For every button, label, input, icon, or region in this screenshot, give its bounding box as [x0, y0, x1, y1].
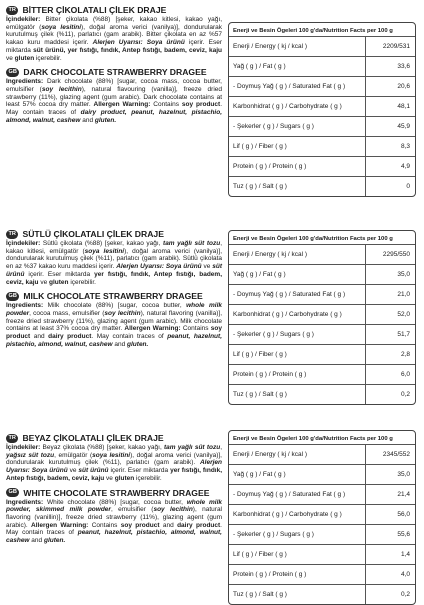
text-run: gluten	[14, 54, 35, 62]
nutrient-label: Protein ( g ) / Protein ( g )	[233, 163, 307, 170]
nutrient-label: Yağ ( g ) / Fat ( g )	[233, 63, 286, 70]
tr-heading	[6, 4, 222, 16]
text-run: soy lecithin	[153, 506, 193, 514]
nutrition-row	[229, 504, 415, 524]
tr-flag-badge: TR	[6, 434, 18, 443]
gb-ingredients-text	[6, 499, 222, 545]
nutrient-value: 4,9	[365, 157, 415, 176]
nutrient-value: 20,6	[365, 77, 415, 96]
text-run: ), doğal aroma verici (vanilya)], dondurularak kurutulmuş çilek (%11), parlatıcı (gam arabik). Bitter çikolata en az %57 kakao kuru maddesi içerir.	[6, 23, 222, 47]
text-run: İçindekiler:	[6, 444, 41, 451]
text-run: Allergen Warning:	[124, 325, 181, 333]
text-run: soy product	[6, 325, 222, 341]
nutrient-label: Karbonhidrat ( g ) / Carbohydrate ( g )	[233, 311, 342, 318]
nutrition-row	[229, 444, 415, 464]
nutrition-row	[229, 156, 415, 176]
nutrient-label: - Doymuş Yağ ( g ) / Saturated Fat ( g )	[233, 491, 346, 498]
gb-heading	[6, 487, 222, 499]
text-run: Ingredients:	[6, 498, 44, 506]
nutrient-value: 2345/552	[365, 445, 415, 464]
text-run: Allergen Warning:	[31, 521, 89, 529]
text-run: gluten.	[127, 340, 149, 348]
text-run: Contains	[180, 325, 211, 333]
nutrient-value: 21,0	[365, 285, 415, 304]
nutrient-value: 21,4	[365, 485, 415, 504]
nutrient-label: Enerji / Energy ( kj / kcal )	[233, 451, 308, 458]
text-run: yağsız süt tozu	[6, 451, 55, 459]
nutrition-row	[229, 384, 415, 404]
nutrition-row	[229, 116, 415, 136]
gb-ingredients-text	[6, 302, 222, 348]
nutrient-value: 45,9	[365, 117, 415, 136]
gb-flag-badge: GB	[6, 488, 19, 497]
text-run: . May contain traces of	[91, 333, 168, 341]
gb-ingredients-text	[6, 78, 222, 124]
nutrient-value: 55,6	[365, 525, 415, 544]
nutrition-table-header: Enerji ve Besin Ögeleri 100 g'da/Nutrition Facts per 100 g	[233, 236, 393, 242]
nutrient-value: 0	[365, 177, 415, 196]
nutrient-value: 8,3	[365, 137, 415, 156]
text-run: soya lesitini	[84, 247, 125, 255]
text-run: soy product	[120, 521, 160, 529]
text-run: Allergen Warning:	[93, 101, 151, 109]
text-run: Dark chocolate (88%) [sugar, cocoa mass, cocoa butter, emulsifier (	[6, 78, 222, 93]
nutrition-row	[229, 584, 415, 604]
tr-ingredients-text	[6, 240, 222, 286]
text-run: , cocoa mass, emulsifier (	[29, 309, 105, 317]
nutrient-value: 52,0	[365, 305, 415, 324]
nutrition-row	[229, 544, 415, 564]
text-run: and	[159, 521, 178, 529]
text-run: içerebilir.	[34, 54, 62, 62]
nutrient-label: Lif ( g ) / Fiber ( g )	[233, 551, 287, 558]
text-run: , kakao kitlesi, emülgatör (	[6, 240, 222, 255]
text-run: White chocolate (88%) [sugar, cocoa butter,	[43, 498, 187, 506]
text-run: gluten.	[43, 537, 66, 545]
nutrient-value: 33,6	[365, 57, 415, 76]
nutrition-row	[229, 96, 415, 116]
text-run: içerebilir.	[68, 278, 96, 286]
text-run: Sütlü çikolata (%88) [şeker, kakao yağı,	[40, 240, 164, 247]
text-run: Alerjen Uyarısı: Soya ürünü	[92, 39, 185, 47]
nutrition-table-header: Enerji ve Besin Ögeleri 100 g'da/Nutrition Facts per 100 g	[233, 436, 393, 442]
nutrient-label: - Doymuş Yağ ( g ) / Saturated Fat ( g )	[233, 291, 346, 298]
text-run: and	[29, 537, 44, 545]
tr-ingredients-text	[6, 444, 222, 483]
nutrient-label: Protein ( g ) / Protein ( g )	[233, 571, 307, 578]
text-run: and	[80, 116, 95, 124]
product-section-white	[0, 432, 424, 600]
nutrient-value: 0,2	[365, 385, 415, 404]
text-run: , emülgatör (	[54, 451, 93, 459]
nutrient-value: 4,0	[365, 565, 415, 584]
nutrient-value: 2209/531	[365, 37, 415, 56]
text-run: Contains	[88, 521, 121, 529]
nutrition-row	[229, 464, 415, 484]
text-run: ), doğal aroma verici (vanilya)], dondurularak kurutulmuş çilek (%11), parlatıcı (gam arabik). Sütlü çikolata en az %37 kakao kuru maddesi içerir.	[6, 247, 222, 271]
text-run: içerir. Eser miktarda	[6, 39, 223, 54]
nutrient-value: 2295/550	[365, 245, 415, 264]
nutrition-table	[228, 22, 416, 197]
text-run: ve	[201, 263, 213, 271]
text-run: Ingredients:	[6, 78, 44, 86]
text-run: Alerjen Uyarısı: Soya ürünü	[116, 263, 202, 271]
nutrition-row	[229, 324, 415, 344]
text-run: Ingredients:	[6, 302, 44, 310]
nutrition-row	[229, 36, 415, 56]
text-run: gluten	[114, 474, 135, 482]
text-run: İçindekiler:	[6, 240, 41, 247]
text-run: tam yağlı süt tozu	[163, 240, 221, 247]
nutrition-row	[229, 284, 415, 304]
tr-product-title: SÜTLÜ ÇİKOLATALI ÇİLEK DRAJE	[22, 229, 164, 239]
nutrient-label: Lif ( g ) / Fiber ( g )	[233, 351, 287, 358]
text-run: içerir. Eser miktarda	[108, 467, 171, 475]
text-run: içerir. Eser miktarda	[24, 270, 95, 278]
nutrition-table	[228, 230, 416, 405]
text-run: , emulsifier (	[110, 506, 154, 514]
text-run: ve	[67, 467, 79, 475]
text-run: peanut, hazelnut, pistachio, almond, walnut, cashew	[6, 529, 222, 545]
text-run: süt ürünü	[78, 467, 109, 475]
nutrient-value: 35,0	[365, 465, 415, 484]
text-run: Bitter çikolata (%88) [şeker, kakao kitlesi, kakao yağı, emülgatör (	[6, 16, 222, 31]
text-run: ), natural flavoring (vanillin)], freeze dried strawberry (11%), glazing agent (gum arabic).	[6, 506, 223, 529]
text-run: süt ürünü	[6, 263, 222, 278]
text-run: dairy product	[177, 521, 221, 529]
text-run: süt ürünü, yer fıstığı, fındık, Antep fıstığı, badem, ceviz, kaju	[33, 46, 222, 54]
nutrient-label: - Şekerler ( g ) / Sugars ( g )	[233, 331, 314, 338]
nutrition-row	[229, 484, 415, 504]
text-run: ), natural flavoring (vanilla)], freeze dried strawberry (11%), glazing agent (gum arabic). Milk chocolate contains at least 37% cocoa dry matter.	[6, 309, 223, 333]
nutrient-label: Enerji / Energy ( kj / kcal )	[233, 251, 308, 258]
text-run: yer fıstığı, fındık, Antep fıstığı, badem, ceviz, kaju	[6, 270, 222, 286]
text-run: peanut, hazelnut, pistachio, almond, walnut, cashew	[6, 333, 222, 348]
tr-product-title: BİTTER ÇİKOLATALI ÇİLEK DRAJE	[22, 5, 167, 15]
nutrition-row	[229, 344, 415, 364]
gb-product-title: WHITE CHOCOLATE STRAWBERRY DRAGEE	[23, 487, 210, 498]
nutrient-label: Tuz ( g ) / Salt ( g )	[233, 591, 287, 598]
nutrient-label: Protein ( g ) / Protein ( g )	[233, 371, 307, 378]
nutrient-value: 0,2	[365, 585, 415, 604]
nutrient-value: 35,0	[365, 265, 415, 284]
nutrient-value: 51,7	[365, 325, 415, 344]
text-run: Beyaz çikolata (%88) [şeker, kakao yağı,	[40, 444, 164, 451]
nutrient-value: 2,8	[365, 345, 415, 364]
text-run: . May contain traces of	[6, 521, 222, 537]
nutrition-row	[229, 76, 415, 96]
text-run: İçindekiler:	[6, 16, 41, 23]
text-run: ), doğal aroma verici (vanilya)], dondurularak kurutulmuş çilek (%11), parlatıcı (gam arabik).	[6, 451, 222, 467]
nutrition-row	[229, 136, 415, 156]
nutrient-label: Yağ ( g ) / Fat ( g )	[233, 271, 286, 278]
nutrient-label: - Şekerler ( g ) / Sugars ( g )	[233, 531, 314, 538]
gb-heading	[6, 66, 222, 78]
nutrition-row	[229, 244, 415, 264]
text-run: gluten.	[94, 116, 117, 124]
nutrient-label: Tuz ( g ) / Salt ( g )	[233, 391, 287, 398]
nutrition-row	[229, 304, 415, 324]
text-run: soy lecithin	[104, 309, 141, 317]
gb-flag-badge: GB	[6, 68, 19, 77]
nutrition-table	[228, 430, 416, 605]
text-run: whole milk powder, skimmed milk powder	[6, 498, 222, 514]
nutrition-row	[229, 524, 415, 544]
gb-heading	[6, 290, 222, 302]
text-run: whole milk powder	[6, 302, 222, 317]
tr-ingredients-text	[6, 16, 222, 62]
nutrient-value: 48,1	[365, 97, 415, 116]
gb-product-title: DARK CHOCOLATE STRAWBERRY DRAGEE	[23, 67, 207, 78]
nutrition-row	[229, 264, 415, 284]
tr-flag-badge: TR	[6, 6, 18, 15]
tr-heading	[6, 432, 222, 444]
product-section-dark	[0, 4, 424, 194]
nutrition-row	[229, 564, 415, 584]
text-run: ), natural flavouring (vanilla)], freeze dried strawberry (11%), glazing agent (gum arabic). Dark chocolate contains at least 57% cocoa dry matter.	[6, 85, 222, 109]
text-run: ,	[220, 444, 222, 451]
text-run: gluten	[49, 278, 69, 286]
text-run: ve	[104, 474, 115, 482]
text-run: and	[30, 333, 49, 341]
text-run: soy lecithin	[41, 85, 82, 93]
text-run: Alerjen Uyarısı: Soya ürünü	[6, 459, 222, 475]
nutrient-label: - Şekerler ( g ) / Sugars ( g )	[233, 123, 314, 130]
nutrient-label: - Doymuş Yağ ( g ) / Saturated Fat ( g )	[233, 83, 346, 90]
text-run: dairy product, peanut, hazelnut, pistachio, almond, walnut, cashew	[6, 109, 222, 124]
text-run: Contains	[150, 101, 182, 109]
text-run: and	[112, 340, 128, 348]
nutrition-row	[229, 364, 415, 384]
nutrition-row	[229, 56, 415, 76]
nutrition-table-header: Enerji ve Besin Ögeleri 100 g'da/Nutrition Facts per 100 g	[233, 28, 393, 34]
nutrient-label: Enerji / Energy ( kj / kcal )	[233, 43, 308, 50]
nutrient-label: Yağ ( g ) / Fat ( g )	[233, 471, 286, 478]
nutrient-value: 1,4	[365, 545, 415, 564]
text-run: soya lesitini	[92, 451, 131, 459]
nutrition-row	[229, 176, 415, 196]
text-run: soy product	[181, 101, 221, 109]
text-run: tam yağlı süt tozu	[164, 444, 221, 451]
text-run: soya lesitini	[41, 23, 82, 31]
gb-product-title: MILK CHOCOLATE STRAWBERRY DRAGEE	[23, 291, 203, 302]
nutrient-value: 6,0	[365, 365, 415, 384]
text-run: . May contain traces of	[6, 101, 222, 117]
nutrient-value: 56,0	[365, 505, 415, 524]
nutrient-label: Lif ( g ) / Fiber ( g )	[233, 143, 287, 150]
tr-heading	[6, 228, 222, 240]
nutrient-label: Karbonhidrat ( g ) / Carbohydrate ( g )	[233, 511, 342, 518]
text-run: dairy product	[48, 333, 92, 341]
text-run: ve	[38, 278, 50, 286]
text-run: ve	[6, 54, 15, 62]
tr-product-title: BEYAZ ÇİKOLATALI ÇİLEK DRAJE	[22, 433, 164, 443]
product-section-milk	[0, 228, 424, 418]
text-run: Milk chocolate (88%) [sugar, cocoa butter,	[43, 302, 187, 310]
gb-flag-badge: GB	[6, 292, 19, 301]
tr-flag-badge: TR	[6, 230, 18, 239]
text-run: içerebilir.	[134, 474, 162, 482]
nutrient-label: Tuz ( g ) / Salt ( g )	[233, 183, 287, 190]
nutrient-label: Karbonhidrat ( g ) / Carbohydrate ( g )	[233, 103, 342, 110]
text-run: yer fıstığı, fındık, Antep fıstığı, badem, ceviz, kaju	[6, 467, 223, 482]
